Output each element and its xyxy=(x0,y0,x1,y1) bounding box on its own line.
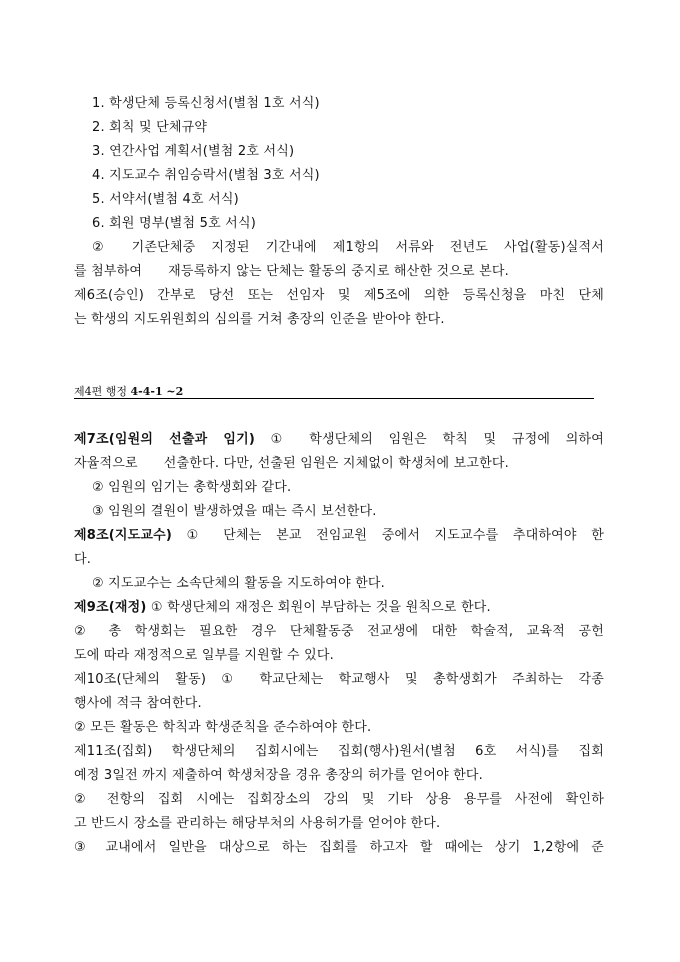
article-11-line: 고 반드시 장소를 관리하는 해당부처의 사용허가를 얻어야 한다. xyxy=(74,816,441,831)
article-6-line: 는 학생의 지도위원회의 심의를 거쳐 총장의 인준을 받아야 한다. xyxy=(74,312,445,327)
list-item-4: 4. 지도교수 취임승락서(별첨 3호 서식) xyxy=(92,168,320,183)
article-8-line xyxy=(74,528,604,544)
list-item-6: 6. 회원 명부(별첨 5호 서식) xyxy=(92,216,256,231)
article-7-title: 제7조(임원의 선출과 임기) xyxy=(74,432,256,447)
article-11-line: 예정 3일전 까지 제출하여 학생처장을 경유 총장의 허가를 얻어야 한다. xyxy=(74,768,484,783)
article-7-line: ② 임원의 임기는 총학생회와 같다. xyxy=(92,480,292,495)
list-item-5: 5. 서약서(별첨 4호 서식) xyxy=(92,192,239,207)
article-8-line: 다. xyxy=(74,552,92,567)
article-11-line: ② 전항의 집회 시에는 집회장소의 강의 및 기타 상용 용무를 사전에 확인하 xyxy=(74,792,604,807)
article-7-line: 자율적으로 선출한다. 다만, 선출된 임원은 지체없이 학생처에 보고한다. xyxy=(74,456,509,471)
article-7-line: ③ 임원의 결원이 발생하였을 때는 즉시 보선한다. xyxy=(92,504,377,519)
article-9-line xyxy=(74,600,491,616)
article-9-line: ② 총 학생회는 필요한 경우 단체활동중 전교생에 대한 학술적, 교육적 공헌 xyxy=(74,624,604,639)
article-10-line: 제10조(단체의 활동) ① 학교단체는 학교행사 및 총학생회가 주최하는 각종 xyxy=(74,672,604,687)
paragraph-line: ② 기존단체중 지정된 기간내에 제1항의 서류와 전년도 사업(활동)실적서 xyxy=(92,240,604,255)
article-11-line: 제11조(집회) 학생단체의 집회시에는 집회(행사)원서(별첨 6호 서식)를 집회 xyxy=(74,744,604,759)
article-8-line: ② 지도교수는 소속단체의 활동을 지도하여야 한다. xyxy=(92,576,386,591)
paragraph-line: 를 첨부하여 재등록하지 않는 단체는 활동의 중지로 해산한 것으로 본다. xyxy=(74,264,509,279)
list-item-1: 1. 학생단체 등록신청서(별첨 1호 서식) xyxy=(92,96,320,111)
article-9-text: ① 학생단체의 재정은 회원이 부담하는 것을 원칙으로 한다. xyxy=(146,600,491,615)
article-10-line: ② 모든 활동은 학칙과 학생준칙을 준수하여야 한다. xyxy=(74,720,372,735)
article-10-line: 행사에 적극 참여한다. xyxy=(74,696,202,711)
list-item-3: 3. 연간사업 계획서(별첨 2호 서식) xyxy=(92,144,295,159)
article-8-text: ① 단체는 본교 전임교원 중에서 지도교수를 추대하여야 한 xyxy=(172,528,604,543)
page-header-part: 제4편 행정 xyxy=(74,385,127,398)
article-8-title: 제8조(지도교수) xyxy=(74,528,173,543)
article-7-text: ① 학생단체의 임원은 학칙 및 규정에 의하여 xyxy=(255,432,605,447)
header-rule xyxy=(74,398,594,399)
page-header-number: 4-4-1 ~2 xyxy=(130,385,184,398)
article-7-line xyxy=(74,432,604,448)
article-9-title: 제9조(재정) xyxy=(74,600,147,615)
list-item-2: 2. 회칙 및 단체규약 xyxy=(92,120,208,135)
article-6-line: 제6조(승인) 간부로 당선 또는 선임자 및 제5조에 의한 등록신청을 마친 단체 xyxy=(74,288,604,303)
article-11-line: ③ 교내에서 일반을 대상으로 하는 집회를 하고자 할 때에는 상기 1,2항에 준 xyxy=(74,840,604,855)
page-header xyxy=(74,385,183,398)
article-9-line: 도에 따라 재정적으로 일부를 지원할 수 있다. xyxy=(74,648,334,663)
